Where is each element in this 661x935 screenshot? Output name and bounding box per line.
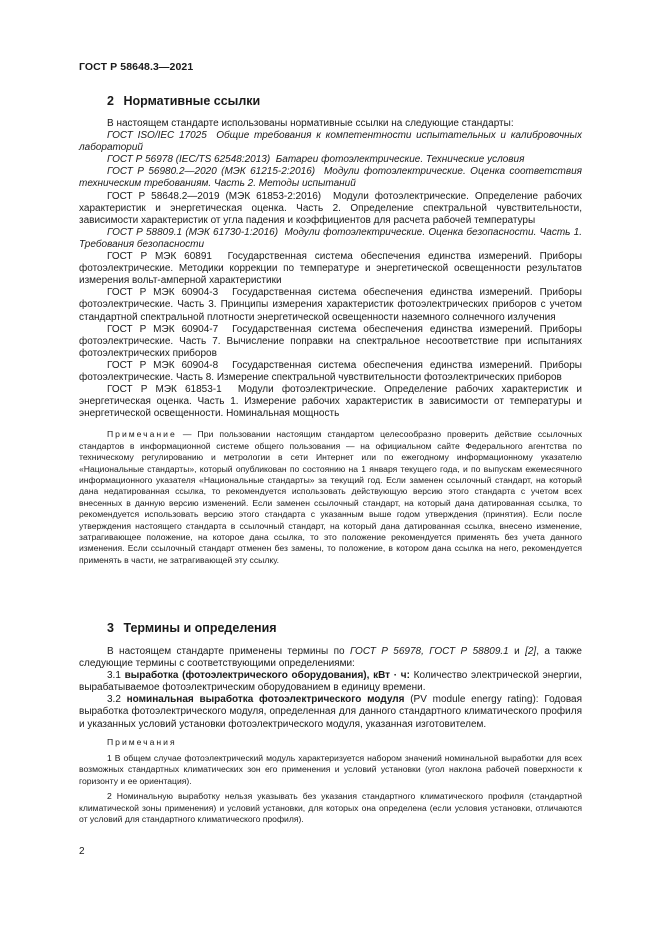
section-2-note: [79, 429, 582, 566]
section-3-title: [107, 620, 582, 636]
ref-item: ГОСТ Р МЭК 60891 Государственная система обеспечения единства измерений. Приборы фотоэлектрические. Методики коррекции по температуре и энергетической освещенности результатов измерения вольт-амперной характеристики: [79, 251, 583, 287]
ref-item: ГОСТ Р 56978 (IEC/TS 62548:2013) Батареи фотоэлектрические. Технические условия: [107, 154, 525, 166]
page-number: 2: [79, 846, 85, 857]
section-3-heading: Термины и определения: [123, 621, 277, 635]
term-item: 3.2 номинальная выработка фотоэлектрического модуля (PV module energy rating): Годовая выработка фотоэлектрического модуля, определенная для данного стандартного климатического профиля и указанных условий установки фотоэлектрического модуля, указанная изготовителем.: [79, 694, 582, 730]
term-item: 3.1 выработка (фотоэлектрического оборудования), кВт · ч: Количество электрической энергии, вырабатываемое фотоэлектрическим оборудованием в единицу времени.: [79, 670, 582, 694]
section-2-heading: Нормативные ссылки: [123, 94, 261, 108]
notes-heading: Примечания: [107, 736, 177, 747]
section-3-number: 3: [107, 621, 114, 635]
section-2-intro: В настоящем стандарте использованы нормативные ссылки на следующие стандарты:: [107, 118, 514, 129]
note-label: Примечание: [107, 429, 177, 440]
term-name: номинальная выработка фотоэлектрического модуля: [126, 694, 405, 706]
section-terms-definitions: [79, 620, 582, 826]
ref-item: ГОСТ Р 56980.2—2020 (МЭК 61215-2:2016) Модули фотоэлектрические. Оценка соответствия техническим требованиям. Часть 2. Методы испытаний: [79, 166, 583, 190]
document-id-header: ГОСТ Р 58648.3—2021: [79, 61, 194, 73]
note-item: 2 Номинальную выработку нельзя указывать без указания стандартного климатического профиля (стандартной климатической зоны применения) и условий установки, для которых она определена (если условия установки, отличаются от условий для стандартного климатического профиля).: [79, 791, 582, 825]
ref-item: ГОСТ Р МЭК 60904-3 Государственная система обеспечения единства измерений. Приборы фотоэлектрические. Часть 3. Принципы измерения характеристик фотоэлектрических приборов с учетом стандартной спектральной плотности энергетической освещенности наземного солнечного излучения: [79, 287, 582, 323]
section-2-number: 2: [107, 94, 114, 108]
ref-item: ГОСТ Р 58648.2—2019 (МЭК 61853-2:2016) Модули фотоэлектрические. Определение рабочих характеристик и энергетическая оценка. Часть 2. Определение спектральной чувствительности, зависимости характеристик от угла падения и коэффициентов для расчета рабочей температуры: [79, 190, 582, 226]
ref-item: ГОСТ ISO/IEC 17025 Общие требования к компетентности испытательных и калибровочных лабораторий: [79, 130, 582, 154]
section-3-intro: В настоящем стандарте применены термины по ГОСТ Р 56978, ГОСТ Р 58809.1 и [2], а также следующие термины с соответствующими определениями:: [79, 646, 582, 670]
ref-item: ГОСТ Р МЭК 61853-1 Модули фотоэлектрические. Определение рабочих характеристик и энергетическая оценка. Часть 1. Измерение рабочих характеристик в зависимости от температуры и энергетической освещенности. Номинальная мощность: [79, 384, 582, 420]
ref-item: ГОСТ Р МЭК 60904-7 Государственная система обеспечения единства измерений. Приборы фотоэлектрические. Часть 7. Вычисление поправки на спектральное несоответствие при испытаниях фотоэлектрических приборов: [79, 323, 582, 359]
section-2-title: [107, 93, 582, 109]
note-text: — При пользовании настоящим стандартом целесообразно проверить действие ссылочных стандартов в информационной системе общего пользования — на официальном сайте Федерального агентства по техническому регулированию и метрологии в сети Интернет или по ежегодному информационному указателю «Национальные стандарты», который опубликован по состоянию на 1 января текущего года, и по выпускам ежемесячного информационного указателя «Национальные стандарты» за текущий год. Если заменен ссылочный стандарт, на который дана недатированная ссылка, то рекомендуется использовать действующую версию этого стандарта с учетом всех внесенных в данную версию изменений. Если заменен ссылочный стандарт, на который дана датированная ссылка, то рекомендуется использовать версию этого стандарта с указанным выше годом утверждения (принятия). Если после утверждения настоящего стандарта в ссылочный стандарт, на который дана датированная ссылка, внесено изменение, затрагивающее положение, на которое дана ссылка, то это положение рекомендуется применять без учета данного изменения. Если ссылочный стандарт отменен без замены, то положение, в котором дана ссылка на него, рекомендуется применять в части, не затрагивающей эту ссылку.: [79, 429, 582, 565]
section-normative-references: [79, 93, 582, 566]
term-name: выработка (фотоэлектрического оборудования), кВт · ч:: [124, 670, 410, 682]
ref-item: ГОСТ Р МЭК 60904-8 Государственная система обеспечения единства измерений. Приборы фотоэлектрические. Часть 8. Измерение спектральной чувствительности фотоэлектрических приборов: [79, 359, 582, 383]
note-item: 1 В общем случае фотоэлектрический модуль характеризуется набором значений номинальной выработки для всех возможных стандартных климатических зон его применения и условий установки (угол наклона рабочей поверхности к горизонту и ее ориентация).: [79, 753, 582, 786]
ref-item: ГОСТ Р 58809.1 (МЭК 61730-1:2016) Модули фотоэлектрические. Оценка безопасности. Часть 1. Требования безопасности: [79, 226, 582, 250]
